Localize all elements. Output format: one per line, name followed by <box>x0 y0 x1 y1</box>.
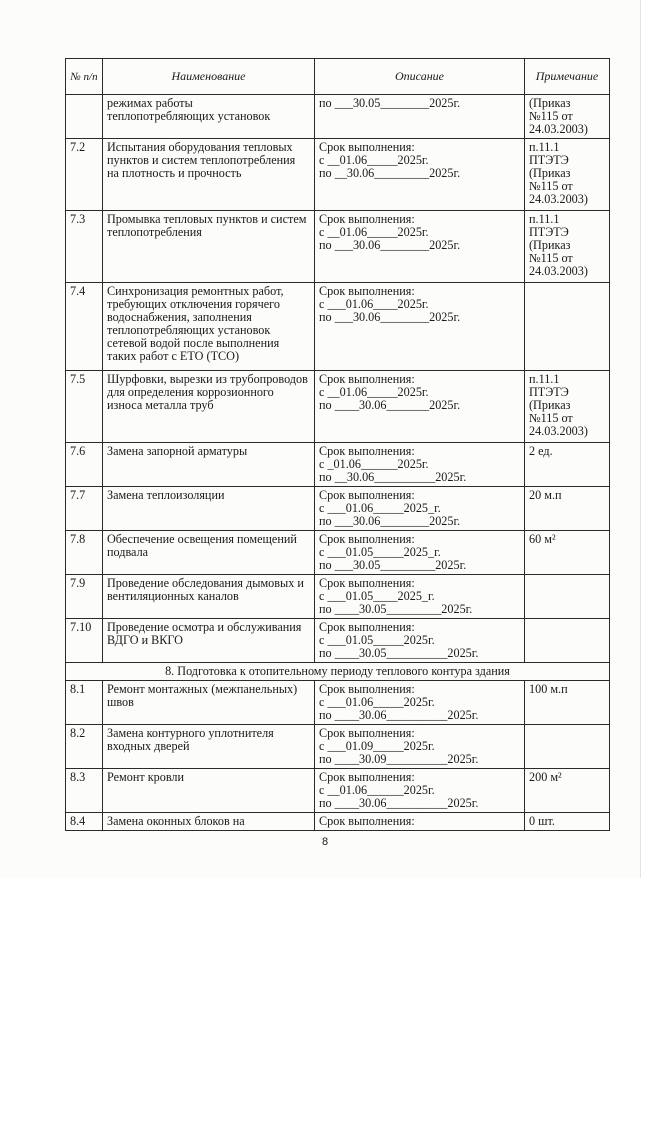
row-note-line: (Приказ <box>529 238 571 252</box>
row-note-cell <box>525 813 610 831</box>
row-note-line: п.11.1 <box>529 212 560 226</box>
row-name-text: Ремонт монтажных (межпанельных) швов <box>107 682 298 709</box>
row-description-line: Срок выполнения: <box>319 372 415 386</box>
section-8-header-row <box>66 663 610 681</box>
row-description-line: по ___30.05________2025г. <box>319 96 461 110</box>
row-note-line: 24.03.2003) <box>529 424 588 438</box>
row-note-line: (Приказ <box>529 96 571 110</box>
table-row-continuation <box>66 95 610 139</box>
row-description-line: Срок выполнения: <box>319 814 415 828</box>
row-note-cell <box>525 725 610 769</box>
row-name-cell <box>103 769 315 813</box>
row-note-line: п.11.1 <box>529 140 560 154</box>
row-description-line: с ___01.05____2025_г. <box>319 589 435 603</box>
row-note-line: 200 м² <box>529 770 562 784</box>
work-plan-table <box>65 58 610 831</box>
row-name-text: Замена оконных блоков на <box>107 814 245 828</box>
row-description-line: по ___30.06________2025г. <box>319 310 461 324</box>
row-note-line: 24.03.2003) <box>529 264 588 278</box>
row-note-line: ПТЭТЭ <box>529 385 569 399</box>
row-name-text: Испытания оборудования тепловых пунктов и систем теплопотребления на плотность и прочность <box>107 140 296 180</box>
row-name-text: Шурфовки, вырезки из трубопроводов для определения коррозионного износа металла труб <box>107 372 308 412</box>
table-row <box>66 211 610 283</box>
row-note-line: ПТЭТЭ <box>529 225 569 239</box>
row-number-cell: 7.9 <box>66 575 103 619</box>
table-row <box>66 813 610 831</box>
row-description-line: Срок выполнения: <box>319 726 415 740</box>
row-name-text: Обеспечение освещения помещений подвала <box>107 532 297 559</box>
row-description-cell <box>315 211 525 283</box>
row-name-cell <box>103 487 315 531</box>
row-description-line: Срок выполнения: <box>319 576 415 590</box>
row-description-line: с ___01.06_____2025_г. <box>319 501 441 515</box>
row-description-line: Срок выполнения: <box>319 682 415 696</box>
row-note-cell <box>525 619 610 663</box>
row-name-cell <box>103 211 315 283</box>
row-note-line: (Приказ <box>529 166 571 180</box>
row-description-line: с ___01.05_____2025_г. <box>319 545 441 559</box>
row-description-line: с ___01.09_____2025г. <box>319 739 435 753</box>
row-note-line: 60 м² <box>529 532 556 546</box>
row-name-cell <box>103 531 315 575</box>
row-number-cell: 7.10 <box>66 619 103 663</box>
row-note-cell <box>525 575 610 619</box>
table-row <box>66 619 610 663</box>
row-note-cell <box>525 531 610 575</box>
row-description-line: по __30.06__________2025г. <box>319 470 467 484</box>
row-description-line: Срок выполнения: <box>319 770 415 784</box>
table-row <box>66 139 610 211</box>
row-name-cell <box>103 575 315 619</box>
table-row <box>66 681 610 725</box>
row-description-cell <box>315 487 525 531</box>
row-note-cell <box>525 95 610 139</box>
table-row <box>66 769 610 813</box>
row-name-line: режимах работы <box>107 96 193 110</box>
row-description-line: по ___30.05_________2025г. <box>319 558 467 572</box>
row-name-cell <box>103 139 315 211</box>
row-number-cell: 7.2 <box>66 139 103 211</box>
row-description-cell <box>315 139 525 211</box>
row-name-text: Синхронизация ремонтных работ, требующих отключения горячего водоснабжения, заполнения теплопотребляющих установок сетевой водой после выполнения таких работ с ЕТО (ТСО) <box>107 284 284 363</box>
row-description-cell <box>315 725 525 769</box>
row-note-line: 0 шт. <box>529 814 555 828</box>
row-description-line: с ___01.06____2025г. <box>319 297 429 311</box>
row-name-cell <box>103 283 315 371</box>
row-description-line: по ____30.06_______2025г. <box>319 398 461 412</box>
row-note-line: 100 м.п <box>529 682 568 696</box>
row-note-cell <box>525 371 610 443</box>
table-row <box>66 443 610 487</box>
row-description-line: по ____30.06__________2025г. <box>319 796 479 810</box>
row-number-cell <box>66 95 103 139</box>
row-description-cell <box>315 371 525 443</box>
row-note-line: п.11.1 <box>529 372 560 386</box>
row-description-cell <box>315 443 525 487</box>
row-note-line: 20 м.п <box>529 488 562 502</box>
row-note-cell <box>525 443 610 487</box>
row-name-cell <box>103 619 315 663</box>
table-row <box>66 725 610 769</box>
row-description-line: с __01.06_____2025г. <box>319 225 429 239</box>
row-description-line: по __30.06_________2025г. <box>319 166 461 180</box>
row-number-cell: 8.4 <box>66 813 103 831</box>
row-number-cell: 8.2 <box>66 725 103 769</box>
section-8-rows <box>66 681 610 831</box>
row-note-cell <box>525 139 610 211</box>
row-description-cell <box>315 575 525 619</box>
row-note-line: 24.03.2003) <box>529 122 588 136</box>
row-description-line: с ___01.06_____2025г. <box>319 695 435 709</box>
table-row <box>66 283 610 371</box>
row-name-text: Замена теплоизоляции <box>107 488 225 502</box>
row-description-line: по ____30.09__________2025г. <box>319 752 479 766</box>
row-description-line: по ____30.05_________2025г. <box>319 602 473 616</box>
row-description-line: по ___30.06________2025г. <box>319 514 461 528</box>
row-description-cell <box>315 95 525 139</box>
row-name-text: Замена запорной арматуры <box>107 444 248 458</box>
table-row <box>66 575 610 619</box>
row-number-cell: 7.8 <box>66 531 103 575</box>
table-header-row <box>66 59 610 95</box>
row-number-cell: 8.3 <box>66 769 103 813</box>
row-note-line: №115 от <box>529 179 573 193</box>
header-number: № п/п <box>66 59 103 95</box>
row-note-cell <box>525 487 610 531</box>
section-8-title: 8. Подготовка к отопительному периоду теплового контура здания <box>66 663 610 681</box>
header-name: Наименование <box>103 59 315 95</box>
row-name-text: Замена контурного уплотнителя входных дверей <box>107 726 274 753</box>
row-number-cell: 7.4 <box>66 283 103 371</box>
row-note-cell <box>525 769 610 813</box>
row-name-cell <box>103 813 315 831</box>
row-description-line: Срок выполнения: <box>319 620 415 634</box>
page-number: 8 <box>321 836 329 848</box>
row-note-line: №115 от <box>529 411 573 425</box>
row-description-cell <box>315 619 525 663</box>
row-number-cell: 7.6 <box>66 443 103 487</box>
row-name-text: Промывка тепловых пунктов и систем теплопотребления <box>107 212 307 239</box>
row-name-line: теплопотребляющих установок <box>107 109 271 123</box>
table-row <box>66 531 610 575</box>
table-row <box>66 487 610 531</box>
table-row <box>66 371 610 443</box>
row-description-line: Срок выполнения: <box>319 212 415 226</box>
header-note: Примечание <box>525 59 610 95</box>
row-description-line: по ____30.05__________2025г. <box>319 646 479 660</box>
row-description-line: Срок выполнения: <box>319 140 415 154</box>
row-note-line: 24.03.2003) <box>529 192 588 206</box>
row-description-line: Срок выполнения: <box>319 444 415 458</box>
row-note-line: №115 от <box>529 109 573 123</box>
row-note-line: №115 от <box>529 251 573 265</box>
row-number-cell: 8.1 <box>66 681 103 725</box>
row-number-cell: 7.5 <box>66 371 103 443</box>
row-description-cell <box>315 283 525 371</box>
row-number-cell: 7.7 <box>66 487 103 531</box>
section-7-rows <box>66 139 610 663</box>
row-note-cell <box>525 283 610 371</box>
row-note-cell <box>525 681 610 725</box>
row-description-cell <box>315 769 525 813</box>
row-description-line: с ___01.05_____2025г. <box>319 633 435 647</box>
row-note-line: (Приказ <box>529 398 571 412</box>
row-name-text: Ремонт кровли <box>107 770 185 784</box>
row-description-line: Срок выполнения: <box>319 532 415 546</box>
row-description-cell <box>315 813 525 831</box>
row-name-cell <box>103 371 315 443</box>
row-description-line: по ____30.06__________2025г. <box>319 708 479 722</box>
row-description-line: Срок выполнения: <box>319 488 415 502</box>
row-description-line: с __01.06_____2025г. <box>319 385 429 399</box>
row-name-text: Проведение осмотра и обслуживания ВДГО и ВКГО <box>107 620 302 647</box>
row-name-cell <box>103 95 315 139</box>
row-name-text: Проведение обследования дымовых и вентиляционных каналов <box>107 576 304 603</box>
row-name-cell <box>103 443 315 487</box>
row-description-line: с _01.06______2025г. <box>319 457 429 471</box>
row-description-cell <box>315 681 525 725</box>
row-description-cell <box>315 531 525 575</box>
row-description-line: Срок выполнения: <box>319 284 415 298</box>
row-name-cell <box>103 725 315 769</box>
header-description: Описание <box>315 59 525 95</box>
row-description-line: с __01.06_____2025г. <box>319 153 429 167</box>
row-note-cell <box>525 211 610 283</box>
row-description-line: с __01.06______2025г. <box>319 783 435 797</box>
row-name-cell <box>103 681 315 725</box>
row-note-line: 2 ед. <box>529 444 553 458</box>
row-description-line: по ___30.06________2025г. <box>319 238 461 252</box>
row-note-line: ПТЭТЭ <box>529 153 569 167</box>
row-number-cell: 7.3 <box>66 211 103 283</box>
